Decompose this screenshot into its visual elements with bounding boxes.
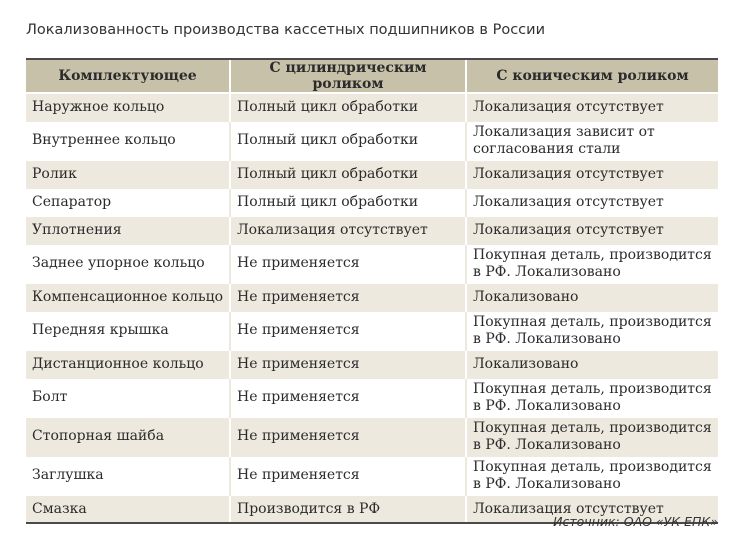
cylindrical-cell: Полный цикл обработки: [230, 160, 466, 188]
component-cell: Заглушка: [26, 456, 230, 495]
component-cell: Компенсационное кольцо: [26, 283, 230, 311]
cylindrical-cell: Полный цикл обработки: [230, 121, 466, 160]
tapered-cell: Покупная деталь, производится в РФ. Локализовано: [466, 417, 718, 456]
table-row: [26, 93, 718, 121]
cylindrical-cell: Не применяется: [230, 378, 466, 417]
component-cell: Наружное кольцо: [26, 93, 230, 121]
table-row: [26, 417, 718, 456]
cylindrical-cell: Не применяется: [230, 417, 466, 456]
cylindrical-cell: Не применяется: [230, 283, 466, 311]
tapered-cell: Покупная деталь, производится в РФ. Локализовано: [466, 378, 718, 417]
header-component: Комплектующее: [26, 59, 230, 93]
table-row: [26, 121, 718, 160]
table-row: [26, 311, 718, 350]
table-row: [26, 216, 718, 244]
tapered-cell: Покупная деталь, производится в РФ. Локализовано: [466, 244, 718, 283]
component-cell: Заднее упорное кольцо: [26, 244, 230, 283]
tapered-cell: Локализация отсутствует: [466, 188, 718, 216]
header-cylindrical-roller: С цилиндрическим роликом: [230, 59, 466, 93]
localization-table: [26, 58, 718, 524]
source-note: Источник: ОАО «УК ЕПК»: [553, 514, 718, 529]
component-cell: Уплотнения: [26, 216, 230, 244]
tapered-cell: Покупная деталь, производится в РФ. Локализовано: [466, 311, 718, 350]
tapered-cell: Локализация отсутствует: [466, 495, 718, 523]
table-row: [26, 160, 718, 188]
cylindrical-cell: Локализация отсутствует: [230, 216, 466, 244]
tapered-cell: Локализация отсутствует: [466, 93, 718, 121]
cylindrical-cell: Не применяется: [230, 244, 466, 283]
component-cell: Дистанционное кольцо: [26, 350, 230, 378]
table-row: [26, 456, 718, 495]
table-row: [26, 244, 718, 283]
tapered-cell: Локализовано: [466, 283, 718, 311]
component-cell: Передняя крышка: [26, 311, 230, 350]
cylindrical-cell: Не применяется: [230, 456, 466, 495]
header-tapered-roller: С коническим роликом: [466, 59, 718, 93]
table-row: [26, 350, 718, 378]
component-cell: Стопорная шайба: [26, 417, 230, 456]
tapered-cell: Локализация зависит от согласования стали: [466, 121, 718, 160]
tapered-cell: Локализация отсутствует: [466, 216, 718, 244]
table-row: [26, 283, 718, 311]
cylindrical-cell: Не применяется: [230, 350, 466, 378]
component-cell: Ролик: [26, 160, 230, 188]
component-cell: Болт: [26, 378, 230, 417]
component-cell: Внутреннее кольцо: [26, 121, 230, 160]
cylindrical-cell: Полный цикл обработки: [230, 188, 466, 216]
tapered-cell: Локализовано: [466, 350, 718, 378]
table-caption: Локализованность производства кассетных подшипников в России: [26, 22, 545, 38]
cylindrical-cell: Полный цикл обработки: [230, 93, 466, 121]
component-cell: Сепаратор: [26, 188, 230, 216]
tapered-cell: Покупная деталь, производится в РФ. Локализовано: [466, 456, 718, 495]
table-header-row: [26, 59, 718, 93]
table-row: [26, 188, 718, 216]
cylindrical-cell: Производится в РФ: [230, 495, 466, 523]
cylindrical-cell: Не применяется: [230, 311, 466, 350]
table-row: [26, 378, 718, 417]
tapered-cell: Локализация отсутствует: [466, 160, 718, 188]
component-cell: Смазка: [26, 495, 230, 523]
